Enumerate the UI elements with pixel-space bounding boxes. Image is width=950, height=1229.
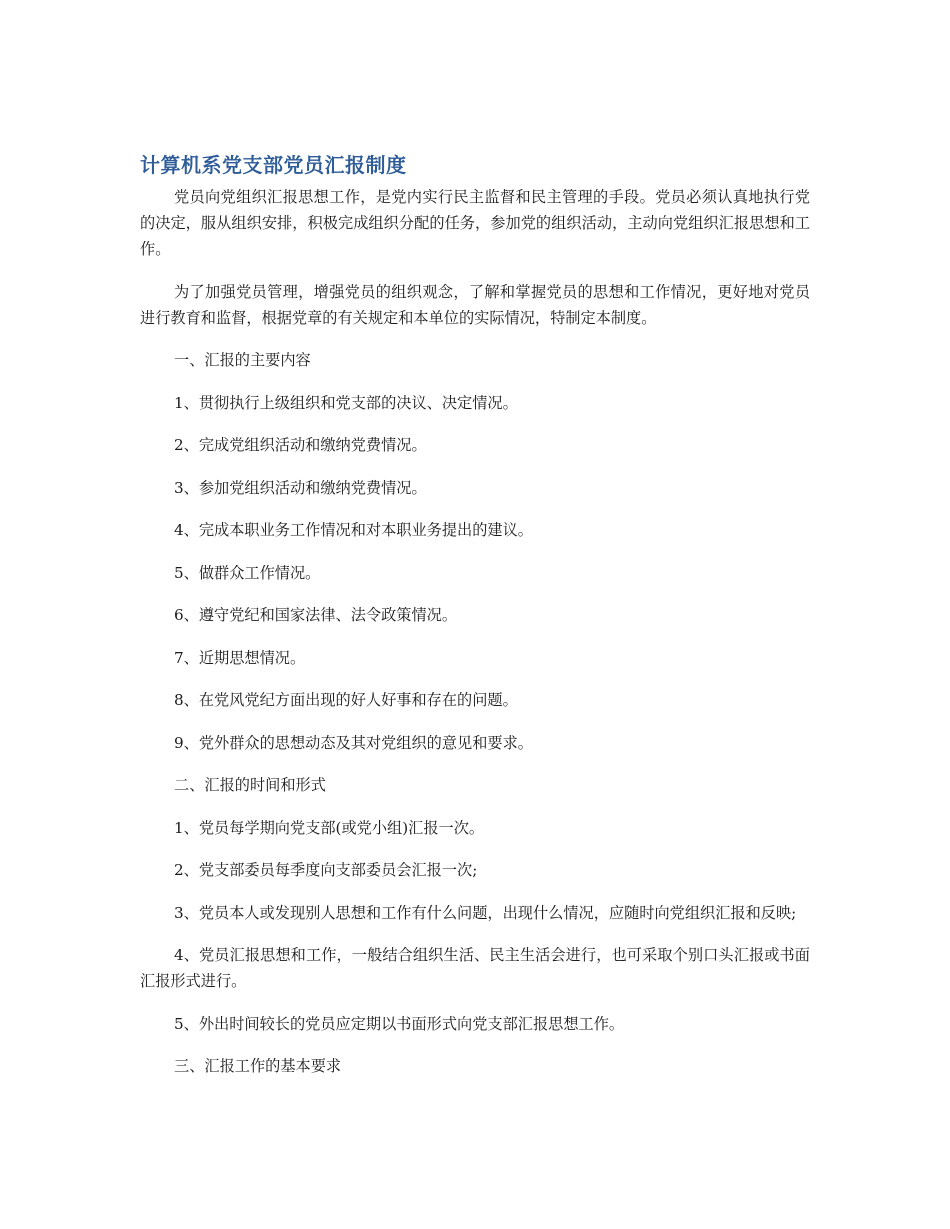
list-item: 2、党支部委员每季度向支部委员会汇报一次;	[174, 861, 478, 879]
purpose-paragraph: 为了加强党员管理，增强党员的组织观念，了解和掌握党员的思想和工作情况，更好地对党员进行教育和监督，根据党章的有关规定和本单位的实际情况，特制定本制度。	[140, 282, 810, 327]
section-heading-requirements: 三、汇报工作的基本要求	[174, 1057, 342, 1075]
list-item: 1、贯彻执行上级组织和党支部的决议、决定情况。	[174, 393, 518, 412]
section-heading-time-form: 二、汇报的时间和形式	[174, 776, 326, 794]
list-item: 4、党员汇报思想和工作，一般结合组织生活、民主生活会进行，也可采取个别口头汇报或书面汇报形式进行。	[140, 946, 810, 990]
list-item: 7、近期思想情况。	[174, 648, 306, 667]
list-item: 8、在党风党纪方面出现的好人好事和存在的问题。	[174, 691, 518, 709]
section-heading-content: 一、汇报的主要内容	[174, 351, 311, 369]
list-item: 6、遵守党纪和国家法律、法令政策情况。	[174, 606, 458, 624]
list-item: 5、外出时间较长的党员应定期以书面形式向党支部汇报思想工作。	[174, 1014, 625, 1033]
intro-paragraph: 党员向党组织汇报思想工作，是党内实行民主监督和民主管理的手段。党员必须认真地执行党的决定，服从组织安排，积极完成组织分配的任务，参加党的组织活动，主动向党组织汇报思想和工作。	[140, 188, 810, 258]
document-page	[140, 150, 810, 1096]
list-item: 3、参加党组织活动和缴纳党费情况。	[174, 478, 427, 497]
document-title: 计算机系党支部党员汇报制度	[140, 153, 407, 177]
list-item: 3、党员本人或发现别人思想和工作有什么问题，出现什么情况，应随时向党组织汇报和反映;	[174, 903, 797, 922]
list-item: 9、党外群众的思想动态及其对党组织的意见和要求。	[174, 733, 533, 752]
list-item: 1、党员每学期向党支部(或党小组)汇报一次。	[174, 818, 485, 837]
list-item: 4、完成本职业务工作情况和对本职业务提出的建议。	[174, 521, 533, 539]
list-item: 2、完成党组织活动和缴纳党费情况。	[174, 436, 427, 454]
list-item: 5、做群众工作情况。	[174, 563, 321, 582]
